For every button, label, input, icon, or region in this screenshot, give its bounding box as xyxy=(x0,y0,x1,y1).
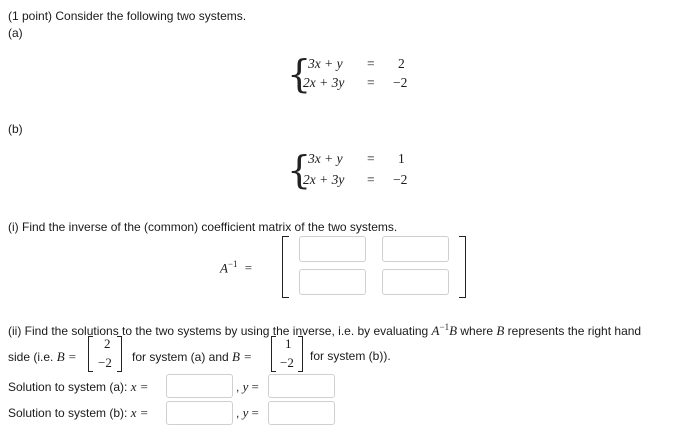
system-b-eq2-rhs: −2 xyxy=(393,172,408,187)
vector-b-right-bracket xyxy=(298,336,303,372)
solution-a-y-input[interactable] xyxy=(268,374,335,398)
part-ii-line2-mid xyxy=(132,349,252,365)
part-ii-A: A xyxy=(431,323,440,338)
inverse-cell-21[interactable] xyxy=(299,269,366,295)
system-a-brace: { xyxy=(287,52,312,96)
solution-a-comma: , xyxy=(236,380,243,394)
part-ii-line2-prefix xyxy=(8,349,77,365)
system-b-brace: { xyxy=(287,148,312,192)
problem-header: (1 point) Consider the following two systems. xyxy=(8,9,247,23)
solution-a-y-label xyxy=(236,379,259,395)
solution-b-y-input[interactable] xyxy=(268,401,335,425)
solution-b-y-equals: = xyxy=(251,405,259,420)
b-equals-a: B = xyxy=(56,349,77,364)
part-ii-line1-end: represents the right hand xyxy=(504,324,642,338)
inverse-superscript: −1 xyxy=(227,259,238,269)
solution-b-label: Solution to system (b): xyxy=(8,406,131,420)
solution-b-x-input[interactable] xyxy=(166,401,233,425)
system-b-eq1-rhs: 1 xyxy=(398,151,405,166)
solution-a-x-equals: = xyxy=(140,379,148,394)
part-ii-B: B xyxy=(449,323,458,338)
matrix-right-bracket xyxy=(459,236,466,298)
vector-a-right-bracket xyxy=(117,336,122,372)
system-a-eq1-equals: = xyxy=(367,56,375,71)
system-a-eq1-lhs: 3x + y xyxy=(308,56,343,71)
inverse-cell-22[interactable] xyxy=(382,269,449,295)
solution-b-row xyxy=(8,405,148,421)
system-a-eq2-equals: = xyxy=(367,75,375,90)
inverse-equals: = xyxy=(244,260,253,276)
part-ii-line2-end: for system (b)). xyxy=(310,349,391,363)
solution-b-comma: , xyxy=(236,406,243,420)
vector-a-left-bracket xyxy=(88,336,93,372)
system-a-eq2-lhs: 2x + 3y xyxy=(303,75,345,90)
solution-b-y-var: y xyxy=(242,405,249,420)
part-ii-B2: B xyxy=(496,323,505,338)
solution-b-x-var: x xyxy=(130,405,137,420)
part-ii-prefix: (ii) Find the solutions to the two systems by using the inverse, i.e. by evaluating xyxy=(8,324,432,338)
solution-a-x-input[interactable] xyxy=(166,374,233,398)
system-b-eq1-equals: = xyxy=(367,151,375,166)
solution-a-y-equals: = xyxy=(251,379,259,394)
vector-b-bottom: −2 xyxy=(280,355,294,370)
side-text: side (i.e. xyxy=(8,350,57,364)
part-ii-inv-sup: −1 xyxy=(439,322,450,332)
matrix-left-bracket xyxy=(282,236,289,298)
system-b-eq2-equals: = xyxy=(367,172,375,187)
system-a-eq1-rhs: 2 xyxy=(398,56,405,71)
part-ii-where: where xyxy=(457,324,497,338)
solution-a-label: Solution to system (a): xyxy=(8,380,131,394)
mid-text: for system (a) and xyxy=(132,350,233,364)
solution-a-y-var: y xyxy=(242,379,249,394)
vector-b-left-bracket xyxy=(271,336,276,372)
vector-b-top: 1 xyxy=(285,336,292,351)
inverse-cell-12[interactable] xyxy=(382,236,449,262)
vector-a-top: 2 xyxy=(104,336,111,351)
inverse-matrix-name: A xyxy=(220,260,228,276)
vector-a-bottom: −2 xyxy=(98,355,112,370)
part-b-label: (b) xyxy=(8,122,23,136)
part-ii-line1 xyxy=(8,322,641,339)
inverse-label xyxy=(220,259,252,276)
system-b-eq2-lhs: 2x + 3y xyxy=(303,172,345,187)
system-b-eq1-lhs: 3x + y xyxy=(308,151,343,166)
part-i-prompt: (i) Find the inverse of the (common) coefficient matrix of the two systems. xyxy=(8,220,398,234)
system-a-eq2-rhs: −2 xyxy=(393,75,408,90)
solution-a-x-var: x xyxy=(130,379,137,394)
inverse-cell-11[interactable] xyxy=(299,236,366,262)
solution-a-row xyxy=(8,379,148,395)
solution-b-y-label xyxy=(236,405,259,421)
b-equals-b: B = xyxy=(232,349,252,364)
part-a-label: (a) xyxy=(8,26,23,40)
solution-b-x-equals: = xyxy=(140,405,148,420)
